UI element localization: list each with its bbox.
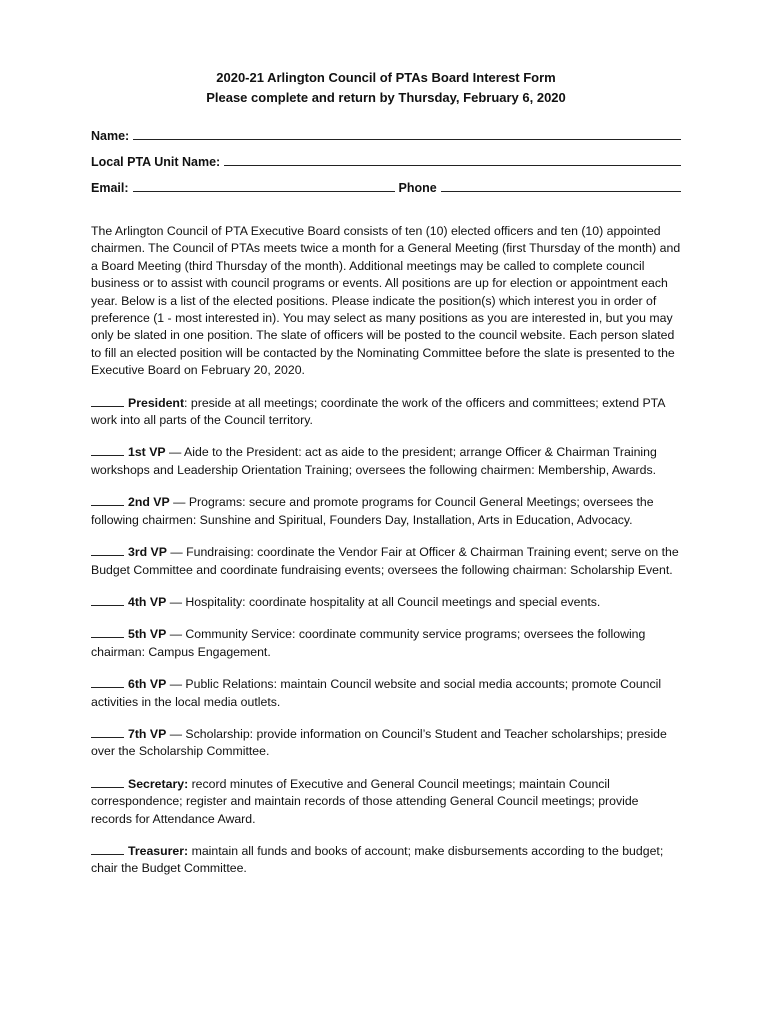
position-desc: — Aide to the President: act as aide to the president; arrange Officer & Chairman Training workshops and Leadership Orientation Training; oversees the following chairmen: Membership, Awards. xyxy=(91,445,657,477)
email-phone-field xyxy=(91,179,681,205)
position-item xyxy=(91,776,681,828)
contact-fields xyxy=(91,127,681,205)
position-title: 6th VP xyxy=(128,677,167,692)
preference-blank[interactable] xyxy=(91,726,124,738)
position-desc: : preside at all meetings; coordinate the work of the officers and committees; extend PTA work into all parts of the Council territory. xyxy=(91,395,665,428)
position-desc: — Programs: secure and promote programs for Council General Meetings; oversees the following chairmen: Sunshine and Spiritual, Founders Day, Installation, Arts in Education, Advocacy. xyxy=(91,495,654,527)
email-label: Email: xyxy=(91,181,129,195)
position-desc: — Scholarship: provide information on Council’s Student and Teacher scholarships; preside over the Scholarship Committee. xyxy=(91,726,667,759)
position-desc: — Fundraising: coordinate the Vendor Fair at Officer & Chairman Training event; serve on the Budget Committee and coordinate fundraising events; oversees the following chairman: Scholarship Event. xyxy=(91,545,679,577)
preference-blank[interactable] xyxy=(91,843,124,855)
position-title: 5th VP xyxy=(128,627,167,642)
form-page xyxy=(91,68,681,878)
position-title: 4th VP xyxy=(128,594,167,609)
position-title: Secretary: xyxy=(128,776,189,791)
positions-list xyxy=(91,395,681,878)
name-field xyxy=(91,127,681,153)
position-title: 1st VP xyxy=(128,445,166,460)
preference-blank[interactable] xyxy=(91,676,124,688)
position-title: 3rd VP xyxy=(128,545,167,560)
preference-blank[interactable] xyxy=(91,776,124,788)
name-label: Name: xyxy=(91,129,130,143)
position-item xyxy=(91,843,681,878)
title-line-2: Please complete and return by Thursday, February 6, 2020 xyxy=(206,90,566,105)
preference-blank[interactable] xyxy=(91,444,124,456)
position-desc: — Community Service: coordinate community service programs; oversees the following chairman: Campus Engagement. xyxy=(91,627,646,659)
position-title: Treasurer: xyxy=(128,843,189,858)
unit-field xyxy=(91,153,681,179)
preference-blank[interactable] xyxy=(91,594,124,606)
position-desc: record minutes of Executive and General Council meetings; maintain Council correspondence; register and maintain records of those attending General Council meetings; provide records for Attendance Award. xyxy=(91,776,639,826)
email-blank[interactable] xyxy=(133,179,395,192)
intro-paragraph: The Arlington Council of PTA Executive Board consists of ten (10) elected officers and ten (10) appointed chairmen. The Council of PTAs meets twice a month for a General Meeting (first Thursday of the month) and a Board Meeting (third Thursday of the month). Additional meetings may be called to complete council business or to assist with council programs or events. All positions are up for election or appointment each year. Below is a list of the elected positions. Please indicate the position(s) which interest you in order of preference (1 - most interested in). You may select as many positions as you are interested in, but you may only be slated in one position. The slate of officers will be posted to the council website. Each person slated to fill an elected position will be contacted by the Nominating Committee before the slate is presented to the Executive Board on February 20, 2020. xyxy=(91,224,681,378)
position-desc: — Public Relations: maintain Council website and social media accounts; promote Council activities in the local media outlets. xyxy=(91,677,662,709)
form-title xyxy=(91,68,681,108)
preference-blank[interactable] xyxy=(91,395,124,407)
preference-blank[interactable] xyxy=(91,626,124,638)
position-title: 7th VP xyxy=(128,726,167,741)
phone-label: Phone xyxy=(398,181,437,195)
position-item xyxy=(91,395,681,430)
title-line-1: 2020-21 Arlington Council of PTAs Board Interest Form xyxy=(216,70,556,85)
position-item xyxy=(91,494,681,529)
name-blank[interactable] xyxy=(133,127,681,140)
preference-blank[interactable] xyxy=(91,494,124,506)
preference-blank[interactable] xyxy=(91,544,124,556)
position-title: 2nd VP xyxy=(128,495,170,510)
position-item xyxy=(91,444,681,479)
position-item xyxy=(91,676,681,711)
position-desc: — Hospitality: coordinate hospitality at all Council meetings and special events. xyxy=(166,594,601,609)
position-item xyxy=(91,626,681,661)
phone-blank[interactable] xyxy=(441,179,681,192)
position-desc: maintain all funds and books of account; make disbursements according to the budget; chair the Budget Committee. xyxy=(91,843,664,876)
unit-label: Local PTA Unit Name: xyxy=(91,155,221,169)
unit-blank[interactable] xyxy=(224,153,681,166)
position-item xyxy=(91,594,681,611)
position-title: President xyxy=(128,395,185,410)
position-item xyxy=(91,544,681,579)
position-item xyxy=(91,726,681,761)
